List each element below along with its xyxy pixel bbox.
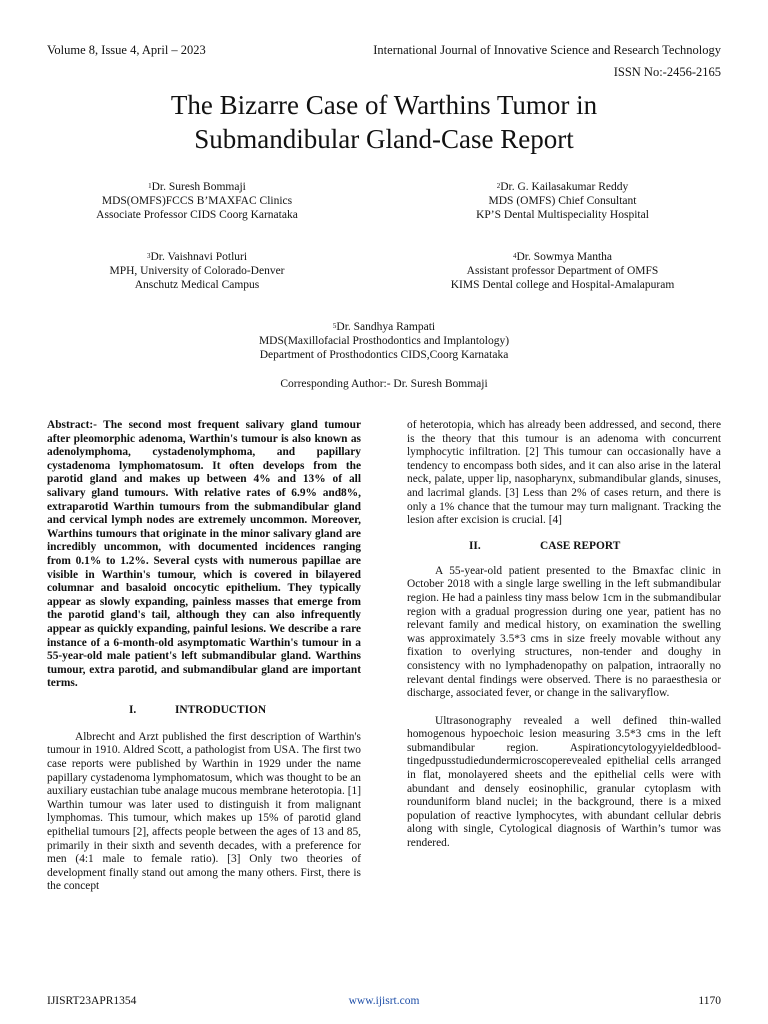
intro-paragraph-continued: of heterotopia, which has already been addressed, and second, there is the theory that this tumour is an adenoma with concurrent lymphocytic infiltration. [2] This tumour can occasionally have a tendency to encompass both sides, and it can also arise in the lateral neck, palate, upper lip, nasopharynx, submandibular glands, sinuses, and lacrimal glands. [3] Less than 2% of cases return, and there is only a 1% chance that the tumour may turn malignant. Tracking the lesion after excision is crucial. [4] bbox=[407, 419, 721, 527]
footer-url-link[interactable]: www.ijisrt.com bbox=[348, 995, 420, 1007]
abstract: Abstract:- The second most frequent salivary gland tumour after pleomorphic adenoma, Warthin's tumour is also known as adenolymphoma, cystadenolymphoma, and papillary cystadenoma lymphomatosum. It often develops from the parotid gland and makes up between 4% and 13% of all salivary gland tumours. With relative rates of 6.9% and8%, extraparotid Warthin tumours from the submandibular gland and cervical lymph nodes are extremely uncommon. Moreover, Warthins tumours that originate in the minor salivary gland are incredibly uncommon, with documented incidences ranging from 0.1% to 1.2%. Several cysts with numerous papillae are visible in Warthin's tumour, which is covered in bilayered columnar and basaloid oncocytic epithelium. They typically appear as slowly expanding, painless masses that emerge from the parotid gland's tail, although they can also infrequently appear as quickly expanding, painful lesions. We describe a rare instance of a 6-month-old asymptomatic Warthin's tumour in a 55-year-old male patient's left submandibular gland. Warthins tumour, extra parotid, and submandibular gland are important terms. bbox=[47, 419, 361, 690]
author-4-affiliation: KIMS Dental college and Hospital-Amalapuram bbox=[450, 279, 675, 291]
author-2 bbox=[400, 180, 725, 222]
author-1 bbox=[47, 180, 347, 222]
author-1-sup: 1 bbox=[148, 182, 152, 190]
author-4-name: Dr. Sowmya Mantha bbox=[516, 251, 612, 263]
author-2-name: Dr. G. Kailasakumar Reddy bbox=[500, 181, 629, 193]
author-5 bbox=[0, 320, 768, 362]
case-paragraph-2: Ultrasonography revealed a well defined thin-walled homogenous hypoechoic lesion measuring 3.5*3 cms in the left submandibular region. Aspirationcytologyyieldedblood-tingedpusstudiedundermicroscoperevealed epithelial cells arranged in flat, monolayered sheets and the epithelial cells were with abundant and densely eosinophilic, granular cytoplasm with rounduniform bland nuclei; in the background, there is a mixed population of reactive lymphocytes, with abundant cellular debris along with single, Cytological diagnosis of Warthin’s tumor was rendered. bbox=[407, 714, 721, 850]
left-column bbox=[47, 419, 361, 894]
section-title: CASE REPORT bbox=[540, 539, 621, 552]
title-line-2: Submandibular Gland-Case Report bbox=[194, 124, 574, 154]
author-5-name: Dr. Sandhya Rampati bbox=[336, 321, 436, 333]
author-3-affiliation: Anschutz Medical Campus bbox=[134, 279, 260, 291]
case-paragraph-1: A 55-year-old patient presented to the Bmaxfac clinic in October 2018 with a single large swelling in the left submandibular region. He had a painless tiny mass below 1cm in the submandibular region with a gradual progression during one year, patient has no relevant family and medical history, on examination the swelling was approximately 3.5*3 cms in size freely movable without any fixation to overlying structures, non-tender and doughy in consistency with no lymphadenopathy on palpation, intraorally no relevant dental findings were observed. There is no paraesthesia or discharge, associated fever, or change in the salivaryflow. bbox=[407, 564, 721, 700]
paper-title bbox=[0, 88, 768, 156]
author-4 bbox=[400, 250, 725, 292]
author-3-sup: 3 bbox=[146, 252, 151, 260]
right-column bbox=[407, 419, 721, 851]
author-5-degree: MDS(Maxillofacial Prosthodontics and Implantology) bbox=[258, 335, 510, 347]
section-heading-case-report bbox=[407, 540, 721, 554]
author-3 bbox=[47, 250, 347, 292]
section-heading-introduction bbox=[47, 704, 361, 718]
author-1-affiliation: Associate Professor CIDS Coorg Karnataka bbox=[96, 209, 298, 221]
issn: ISSN No:-2456-2165 bbox=[613, 65, 721, 79]
section-number: I. bbox=[129, 703, 137, 716]
section-title: INTRODUCTION bbox=[175, 703, 267, 716]
author-1-name: Dr. Suresh Bommaji bbox=[151, 181, 246, 193]
journal-name: International Journal of Innovative Science and Research Technology bbox=[373, 43, 721, 57]
author-1-degree: MDS(OMFS)FCCS B’MAXFAC Clinics bbox=[101, 195, 293, 207]
title-line-1: The Bizarre Case of Warthins Tumor in bbox=[170, 90, 598, 120]
author-2-sup: 2 bbox=[496, 182, 501, 190]
author-2-affiliation: KP’S Dental Multispeciality Hospital bbox=[476, 209, 649, 221]
author-2-degree: MDS (OMFS) Chief Consultant bbox=[488, 195, 637, 207]
author-3-name: Dr. Vaishnavi Potluri bbox=[150, 251, 248, 263]
footer-code: IJISRT23APR1354 bbox=[47, 995, 137, 1007]
author-3-degree: MPH, University of Colorado-Denver bbox=[109, 265, 285, 277]
author-4-sup: 4 bbox=[512, 252, 517, 260]
footer-url[interactable] bbox=[0, 995, 768, 1007]
author-4-degree: Assistant professor Department of OMFS bbox=[466, 265, 659, 277]
page-number: 1170 bbox=[698, 995, 721, 1007]
section-number: II. bbox=[469, 539, 481, 552]
intro-paragraph: Albrecht and Arzt published the first description of Warthin's tumour in 1910. Aldred Scott, a pathologist from USA. The first two case reports were published by Warthin in 1929 under the name papillary cystadenoma lymphomatosum, which was thought to be an auxiliary eustachian tube analage mucous membrane heterotopia. [1] Warthin tumour was later used to distinguish it from malignant lymphomas. This tumour, which makes up 15% of parotid gland epithelial tumours [2], affects people between the ages of 13 and 85, primarily in their sixth and seventh decades, with a preference for men (4:1 male to female ratio). [3] Only two theories of development finally stand out among the many others. First, there is the concept bbox=[47, 730, 361, 893]
corresponding-author: Corresponding Author:- Dr. Suresh Bommaji bbox=[280, 378, 488, 390]
author-5-sup: 5 bbox=[332, 322, 337, 330]
volume-info: Volume 8, Issue 4, April – 2023 bbox=[47, 43, 206, 57]
author-5-affiliation: Department of Prosthodontics CIDS,Coorg Karnataka bbox=[259, 349, 509, 361]
